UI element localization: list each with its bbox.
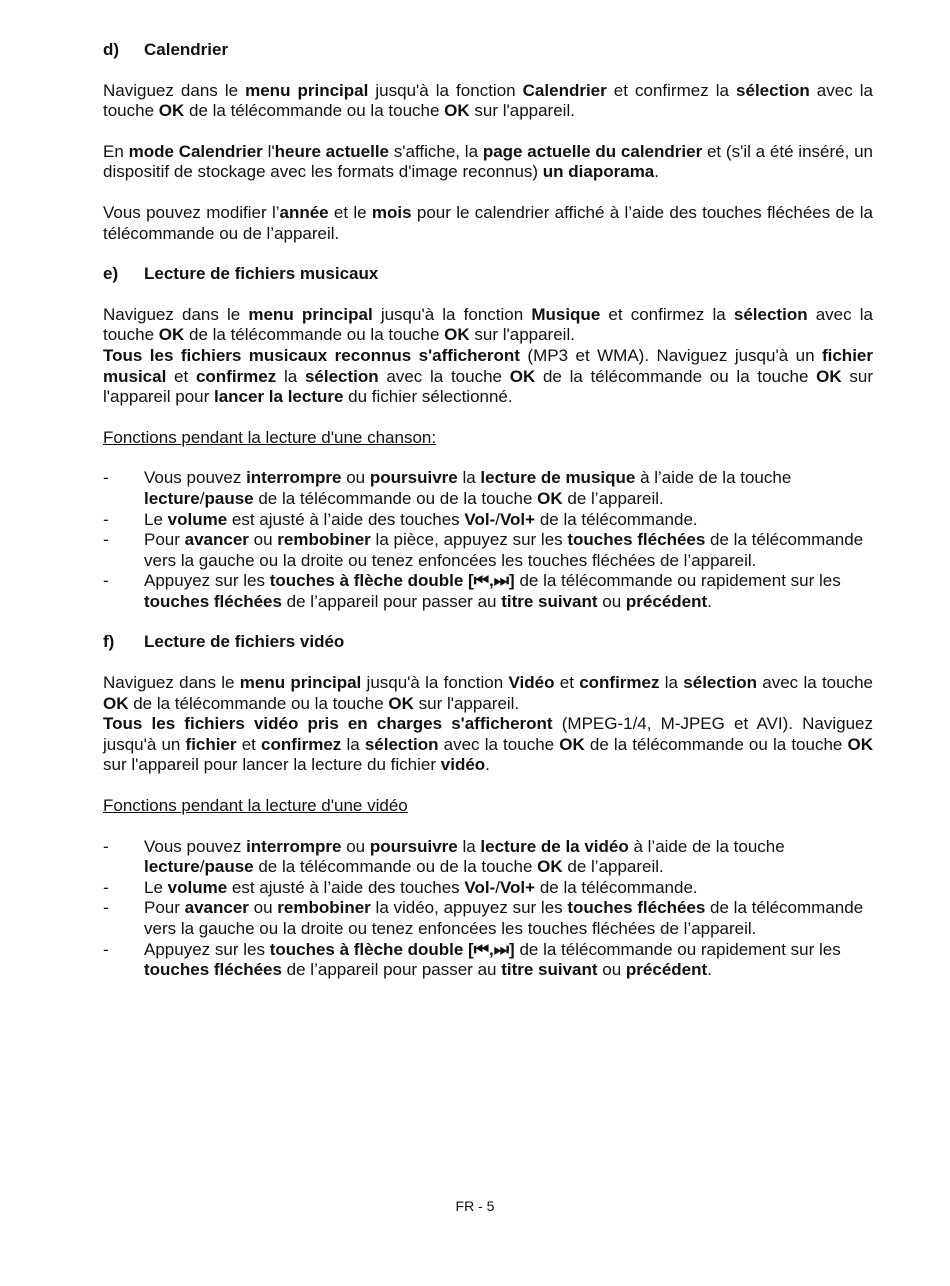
bold-text: rembobiner — [277, 898, 371, 918]
bold-text: Tous les fichiers musicaux reconnus s'afficheront — [103, 345, 520, 365]
bold-text: OK — [537, 488, 563, 508]
list-item-text: Vous pouvez interrompre ou poursuivre la lecture de musique à l’aide de la touche lecture/pause de la télécommande ou de la touche OK de l’appareil. — [144, 468, 792, 508]
list-marker: - — [103, 530, 109, 550]
bold-text: OK — [537, 857, 563, 877]
section-letter: f) — [103, 632, 115, 652]
bold-text: page actuelle du calendrier — [482, 141, 703, 161]
list-item — [103, 510, 873, 531]
bold-text: interrompre — [246, 836, 342, 856]
function-list — [103, 837, 873, 981]
bold-text: lecture de la vidéo — [480, 836, 629, 856]
bold-text: heure actuelle — [274, 141, 389, 161]
bold-text: confirmez — [579, 673, 660, 693]
subsection-title: Fonctions pendant la lecture d'une vidéo — [103, 796, 408, 816]
list-item — [103, 898, 873, 939]
page-number: FR - 5 — [455, 1198, 495, 1214]
bold-text: volume — [167, 877, 228, 897]
paragraph: Tous les fichiers musicaux reconnus s'afficheront (MP3 et WMA). Naviguez jusqu'à un fichier musical et confirmez la sélection avec la touche OK de la télécommande ou la touche OK sur l'appareil pour lancer la lecture du fichier sélectionné. — [103, 345, 873, 407]
paragraph: Tous les fichiers vidéo pris en charges s'afficheront (MPEG-1/4, M-JPEG et AVI). Naviguez jusqu'à un fichier et confirmez la sélection avec la touche OK de la télécommande ou la touche OK sur l'appareil pour lancer la lecture du fichier vidéo. — [103, 714, 874, 775]
bold-text: menu principal — [248, 304, 373, 324]
bold-text: poursuivre — [369, 468, 458, 488]
bold-text: OK — [158, 325, 185, 345]
bold-text: pause — [204, 488, 254, 508]
bold-text: Vol- — [464, 877, 496, 897]
section-title: Calendrier — [144, 40, 229, 59]
paragraph: En mode Calendrier l'heure actuelle s'affiche, la page actuelle du calendrier et (s'il a été inséré, un dispositif de stockage avec les formats d'image reconnus) un diaporama. — [103, 141, 874, 182]
bold-text: titre suivant — [501, 591, 598, 611]
bold-text: sélection — [304, 366, 379, 386]
bold-text: Musique — [531, 304, 601, 324]
bold-text: un diaporama — [542, 162, 655, 182]
list-item-text: Vous pouvez interrompre ou poursuivre la lecture de la vidéo à l’aide de la touche lecture/pause de la télécommande ou de la touche OK de l’appareil. — [144, 836, 785, 877]
section-title: Lecture de fichiers musicaux — [144, 264, 379, 284]
bold-text: pause — [204, 857, 254, 877]
bold-text: volume — [167, 509, 228, 529]
bold-text: sélection — [683, 673, 757, 693]
bold-text: sélection — [733, 304, 808, 324]
bold-text: interrompre — [246, 468, 342, 488]
bold-text: vidéo — [440, 755, 486, 775]
document-page — [103, 40, 873, 1001]
list-item — [103, 468, 873, 509]
list-marker: - — [103, 468, 109, 488]
list-item-text: Le volume est ajusté à l’aide des touches Vol-/Vol+ de la télécommande. — [144, 509, 698, 529]
bold-text: OK — [559, 734, 585, 754]
bold-text: touches fléchées — [567, 530, 706, 550]
bold-text: touches fléchées — [144, 591, 282, 611]
paragraph: Vous pouvez modifier l’année et le mois pour le calendrier affiché à l’aide des touches fléchées de la télécommande ou de l’appareil. — [103, 202, 873, 243]
bold-text: menu principal — [245, 80, 369, 100]
bold-text: Tous les fichiers vidéo pris en charges s'afficheront — [103, 714, 553, 734]
bold-text: année — [279, 202, 329, 222]
list-item — [103, 571, 873, 612]
bold-text: précédent — [625, 960, 708, 980]
bold-text: poursuivre — [369, 836, 458, 856]
bold-text: lecture — [144, 857, 200, 877]
list-item — [103, 837, 873, 878]
bold-text: OK — [444, 101, 470, 121]
bold-text: fichier musical — [103, 345, 873, 386]
bold-text: confirmez — [261, 734, 342, 754]
list-marker: - — [103, 836, 109, 856]
bold-text: avancer — [184, 530, 249, 550]
section-letter: e) — [103, 264, 119, 284]
list-marker: - — [103, 571, 109, 591]
bold-text: sélection — [736, 80, 810, 100]
bold-text: touches à flèche double [⏮,⏭] — [269, 939, 515, 959]
bold-text: mois — [371, 202, 412, 222]
list-item-text: Le volume est ajusté à l’aide des touches Vol-/Vol+ de la télécommande. — [144, 877, 698, 897]
bold-text: touches fléchées — [567, 898, 706, 918]
section-title: Lecture de fichiers vidéo — [144, 632, 345, 652]
bold-text: OK — [388, 693, 414, 713]
subsection-title: Fonctions pendant la lecture d'une chanson: — [103, 427, 437, 447]
list-item-text: Appuyez sur les touches à flèche double [⏮,⏭] de la télécommande ou rapidement sur les touches fléchées de l’appareil pour passer au titre suivant ou précédent. — [144, 939, 841, 980]
paragraph: Naviguez dans le menu principal jusqu'à la fonction Musique et confirmez la sélection avec la touche OK de la télécommande ou la touche OK sur l'appareil. — [103, 304, 873, 345]
list-item — [103, 530, 873, 571]
list-marker: - — [103, 898, 109, 918]
list-marker: - — [103, 877, 109, 897]
bold-text: Vol- — [464, 509, 496, 529]
bold-text: lecture — [144, 488, 200, 508]
list-item-text: Pour avancer ou rembobiner la pièce, appuyez sur les touches fléchées de la télécommande vers la gauche ou la droite ou tenez enfoncées les touches fléchées de l’appareil. — [144, 530, 864, 570]
bold-text: sélection — [364, 734, 439, 754]
bold-text: OK — [444, 325, 470, 345]
bold-text: confirmez — [195, 366, 277, 386]
bold-text: OK — [509, 366, 536, 386]
list-item-text: Pour avancer ou rembobiner la vidéo, appuyez sur les touches fléchées de la télécommande vers la gauche ou la droite ou tenez enfoncées les touches fléchées de l’appareil. — [144, 898, 864, 938]
list-item — [103, 878, 873, 899]
list-item-text: Appuyez sur les touches à flèche double [⏮,⏭] de la télécommande ou rapidement sur les touches fléchées de l’appareil pour passer au titre suivant ou précédent. — [144, 571, 841, 611]
bold-text: Vol+ — [499, 877, 536, 897]
bold-text: touches fléchées — [144, 960, 282, 980]
bold-text: Vol+ — [499, 509, 536, 529]
bold-text: OK — [103, 693, 129, 713]
bold-text: menu principal — [239, 673, 362, 693]
paragraph: Naviguez dans le menu principal jusqu'à la fonction Calendrier et confirmez la sélection avec la touche OK de la télécommande ou la touche OK sur l'appareil. — [103, 80, 873, 121]
bold-text: touches à flèche double [⏮,⏭] — [269, 571, 515, 591]
bold-text: OK — [847, 734, 873, 754]
section-heading-video — [103, 632, 873, 653]
bold-text: lecture de musique — [480, 468, 636, 488]
bold-text: Calendrier — [522, 80, 607, 100]
list-item — [103, 940, 873, 981]
bold-text: lancer la lecture — [213, 387, 344, 407]
section-heading-musique — [103, 264, 873, 285]
bold-text: fichier — [185, 734, 237, 754]
list-marker: - — [103, 939, 109, 959]
section-heading-calendrier — [103, 40, 873, 61]
list-marker: - — [103, 509, 109, 529]
bold-text: titre suivant — [501, 960, 598, 980]
function-list — [103, 468, 873, 612]
bold-text: OK — [816, 366, 842, 386]
section-letter: d) — [103, 40, 120, 59]
bold-text: OK — [158, 101, 185, 121]
bold-text: avancer — [184, 898, 249, 918]
paragraph: Naviguez dans le menu principal jusqu'à la fonction Vidéo et confirmez la sélection avec la touche OK de la télécommande ou la touche OK sur l'appareil. — [103, 673, 873, 713]
bold-text: mode Calendrier — [128, 141, 263, 161]
bold-text: précédent — [625, 591, 708, 611]
bold-text: Vidéo — [508, 673, 555, 693]
bold-text: rembobiner — [277, 530, 371, 550]
